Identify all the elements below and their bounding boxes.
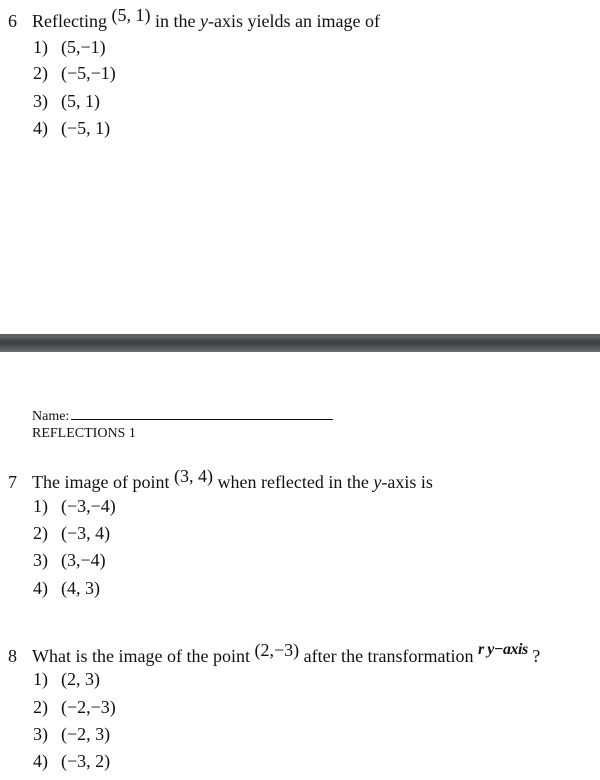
choice-value: (−2, 3) (61, 724, 111, 744)
choice-number: 4) (33, 578, 48, 598)
question-text: ? (532, 646, 541, 666)
worksheet-title: REFLECTIONS 1 (32, 426, 136, 441)
question-8-stem (8, 640, 541, 669)
choice-number: 4) (33, 751, 48, 771)
choice-value: (3,−4) (61, 550, 106, 570)
choice-q7-2[interactable] (33, 522, 110, 544)
choice-number: 1) (33, 496, 48, 516)
point-expression: (2,−3) (254, 640, 300, 660)
choice-q8-4[interactable] (33, 750, 110, 772)
choice-q7-1[interactable] (33, 495, 116, 517)
choice-value: (−2,−3) (61, 697, 116, 717)
choice-number: 2) (33, 697, 48, 717)
choice-number: 3) (33, 550, 48, 570)
choice-q6-3[interactable] (33, 90, 100, 112)
choice-number: 3) (33, 91, 48, 111)
choice-q8-2[interactable] (33, 696, 116, 718)
axis-variable: y (373, 472, 382, 492)
question-text: when reflected in the (217, 472, 369, 492)
choice-q6-1[interactable] (33, 36, 106, 58)
choice-number: 2) (33, 523, 48, 543)
point-expression: (5, 1) (111, 5, 151, 25)
choice-q8-1[interactable] (33, 668, 100, 690)
question-text: The image of point (32, 472, 170, 492)
question-text: What is the image of the point (32, 646, 250, 666)
choice-value: (−3, 4) (61, 523, 111, 543)
name-label: Name: (32, 409, 70, 424)
choice-q8-3[interactable] (33, 723, 110, 745)
question-text: in the (154, 11, 196, 31)
question-text: -axis is (381, 472, 433, 492)
choice-value: (−5, 1) (61, 118, 111, 138)
choice-number: 3) (33, 724, 48, 744)
choice-number: 1) (33, 669, 48, 689)
question-number: 6 (8, 11, 17, 31)
transformation-notation: r y−axis (478, 641, 528, 658)
page-separator (0, 334, 600, 352)
question-number: 7 (8, 472, 17, 492)
choice-q7-4[interactable] (33, 577, 100, 599)
choice-q7-3[interactable] (33, 549, 106, 571)
question-text: Reflecting (32, 11, 107, 31)
name-field[interactable] (32, 407, 333, 425)
choice-value: (4, 3) (61, 578, 100, 598)
question-6-stem (8, 5, 380, 32)
choice-q6-4[interactable] (33, 117, 110, 139)
question-text: -axis yields an image of (207, 11, 380, 31)
question-7-stem (8, 466, 433, 493)
choice-value: (5, 1) (61, 91, 100, 111)
name-blank-line[interactable] (71, 407, 333, 420)
choice-value: (−3, 2) (61, 751, 111, 771)
choice-number: 4) (33, 118, 48, 138)
choice-q6-2[interactable] (33, 62, 116, 84)
choice-value: (2, 3) (61, 669, 100, 689)
choice-value: (−5,−1) (61, 63, 116, 83)
question-number: 8 (8, 646, 17, 666)
choice-number: 1) (33, 37, 48, 57)
axis-variable: y (199, 11, 208, 31)
point-expression: (3, 4) (173, 466, 213, 486)
question-text: after the transformation (303, 646, 474, 666)
choice-value: (−3,−4) (61, 496, 116, 516)
choice-number: 2) (33, 63, 48, 83)
choice-value: (5,−1) (61, 37, 106, 57)
